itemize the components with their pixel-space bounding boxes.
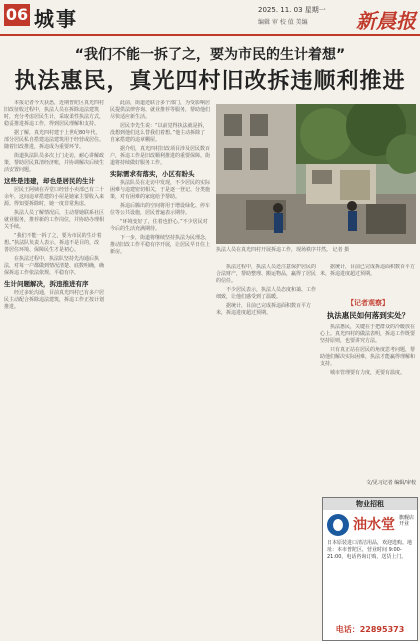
paragraph: 居民李先生说：“以前觉得执法就是拆，没想到他们这么替我们着想。”他主动拆除了自家搭建的违章棚屋。 [110,123,208,143]
ad-text: 日本原装进口清洁用品，欢迎选购。地址：本市普陀区，营业时间 9:00-21:00，电话咨询订购，送货上门。 [327,540,413,560]
article-subtitle: “我们不能一拆了之，要为市民的生计着想” [74,47,346,63]
commentary-title: 执法惠民如何落到实处？ [326,311,410,320]
paragraph: 执法人员了解情况后，主动帮她联系社区就业服务，推荐新的工作岗位，并协助办理相关手续。 [4,210,104,230]
newspaper-logo [356,1,418,31]
section-subhead: 实际需求有落实，小区有盼头 [110,170,195,178]
article-column-2 [110,100,210,636]
paragraph: 街道执法队员多次上门走访，耐心讲解政策，帮助居民算清经济账，并协调解决后续生活安置问题。 [4,153,104,173]
page-header [0,0,420,36]
section-subhead: 这些是违建，却也是居民的生计 [4,177,95,185]
ad-tagline: 旗舰店开业 [399,515,415,527]
commentary-label: 【记者观察】 [347,299,389,307]
paragraph: 据统计，目前已完成拆违面积数百平方米，拆违进度超过预期。 [320,264,416,277]
paragraph: 执法队员在走访中发现，不少居民的实际困难与违建密切相关，于是逐一登记、分类施策，对有困难的家庭给予帮助。 [110,180,210,200]
ad-phone: 电话：22895373 [335,625,405,634]
paragraph: 在执法过程中，执法队坚持先沟通后执法，对每一户都做到情况清楚、底数明确，确保拆违工作依法依规、平稳有序。 [4,256,104,276]
paragraph: 拆违后腾出的空间将用于增设绿化、停车位等公共设施，居民普遍表示期待。 [110,203,210,216]
paragraph: “我们不能一拆了之，要为市民的生计着想。”执法队负责人表示，拆违不是目的，改善居住环境、保障民生才是初心。 [4,233,102,253]
paragraph: 据了解，真光四村建于上世纪80年代，部分居民私自搭建违法建筑用于经营或居住。随着旧改推进，拆违成为重要环节。 [4,130,104,150]
editor-credits: 编辑 审 校 值 美编 [258,19,308,26]
paragraph: 下一步，街道将继续坚持执法为民理念，推动旧改工作平稳有序开展，让居民早日住上新房。 [110,235,210,255]
paragraph: 此前，街道还联合多个部门，为受影响居民提供法律咨询、就业推荐等服务，帮助他们尽快适应新生活。 [110,100,210,120]
photo-illustration [216,104,416,244]
section-name: 城事 [34,7,78,31]
issue-date: 2025. 11. 03 星期一 [258,6,326,14]
section-subhead: 生计问题解决，拆违推进有序 [4,280,89,288]
paragraph: 据介绍，真光四村旧改项目涉及居民数百户，拆违工作是旧改顺利推进的重要保障。街道将持续做好服务工作。 [110,146,210,166]
paragraph: 只有真正站在居民的角度思考问题，帮助他们解决实际困难，执法才能赢得理解和支持。 [320,347,416,367]
paragraph: 居民王阿姨在弄堂口经营小卖部已有二十余年，这间违章搭建的小屋是她家主要收入来源。得知要拆除时，她一度非常焦虑。 [4,187,104,207]
commentary-body [320,324,416,474]
paragraph: 本报记者今天获悉，近期普陀区真光四村旧改征收过程中，执法人员在拆除违法建筑时，充分考虑居民生计，采取柔性执法方式，稳妥推进拆违工作，得到居民理解和支持。 [4,100,104,127]
paragraph: 城市管理要有力度，更要有温度。 [330,370,406,376]
ad-banner: 物业招租 [323,498,417,510]
article-photo [216,104,416,244]
paragraph: 执法惠民，关键在于把群众的冷暖放在心上。真光四村的做法表明，拆违工作既要坚持原则，也要讲究方法。 [320,324,416,344]
photo-caption: 执法人员在真光四村开展拆违工作，现场秩序井然。 记者 摄 [216,247,350,253]
advertisement [322,497,418,641]
paragraph: 不少居民表示，执法人员态度和蔼、工作细致，让他们感受到了温暖。 [216,287,316,300]
section-number: 06 [5,5,29,24]
article-column-3 [216,264,316,636]
logo-text: 新晨报 [356,9,416,33]
paragraph: 据统计，目前已完成拆违面积数百平方米，拆违进度超过预期。 [216,303,312,316]
drop-logo-icon [327,514,349,536]
commentary-author: 文/见习记者 编辑/审校 [366,480,416,486]
article-column-1 [4,100,104,636]
paragraph: “环境变好了，住着也舒心。”不少居民对今后的生活充满期待。 [110,219,208,232]
ad-brand: 油水堂 [353,517,395,533]
paragraph: 执法过程中，执法人员还注意保护居民的合法财产，帮助整理、搬运物品，赢得了居民的信任。 [216,264,316,284]
article-title: 执法惠民，真光四村旧改拆违顺利推进 [14,69,406,94]
paragraph: 经过多轮沟通，目前真光四村已有多户居民主动配合拆除违法建筑，拆违工作正按计划推进。 [4,290,104,310]
commentary-intro [320,264,416,294]
